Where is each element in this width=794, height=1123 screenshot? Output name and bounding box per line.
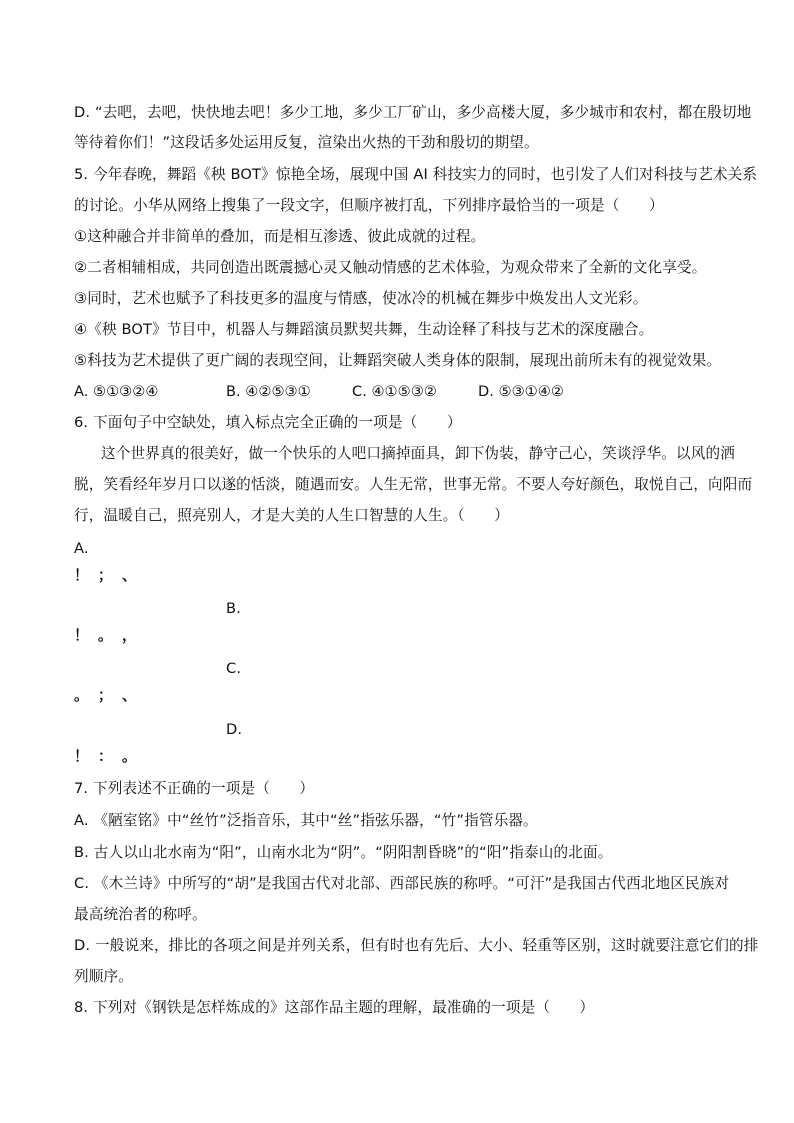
mark: ： bbox=[98, 748, 113, 765]
q6-passage-line-2: 脱，笑看经年岁月口以遂的恬淡，随遇而安。人生无常，世事无常。不要人夸好颜色，取悦自己，向阳而 bbox=[74, 476, 753, 493]
mark: ， bbox=[122, 627, 137, 644]
q7-option-d-line-2: 列顺序。 bbox=[74, 968, 133, 985]
q5-option-b: B. ④②⑤③① bbox=[226, 383, 311, 400]
q5-sentence-5: ⑤科技为艺术提供了更广阔的表现空间，让舞蹈突破人类身体的限制，展现出前所未有的视觉效果。 bbox=[74, 352, 722, 369]
q5-option-c: C. ④①⑤③② bbox=[352, 383, 437, 400]
mark: 、 bbox=[122, 567, 137, 584]
q6-option-a-marks bbox=[74, 565, 146, 587]
q8-stem: 8. 下列对《钢铁是怎样炼成的》这部作品主题的理解，最准确的一项是（ ） bbox=[74, 999, 595, 1016]
q5-sentence-1: ①这种融合并非简单的叠加，而是相互渗透、彼此成就的过程。 bbox=[74, 228, 486, 245]
mark: ！ bbox=[74, 748, 89, 765]
q7-stem: 7. 下列表述不正确的一项是（ ） bbox=[74, 780, 315, 797]
mark: 、 bbox=[122, 687, 137, 704]
q6-passage-line-1: 这个世界真的很美好，做一个快乐的人吧口摘掉面具，卸下伪装，静守己心，笑谈浮华。以风的洒 bbox=[101, 445, 735, 462]
q5-sentence-3: ③同时，艺术也赋予了科技更多的温度与情感，使冰冷的机械在舞步中焕发出人文光彩。 bbox=[74, 290, 648, 307]
q5-sentence-4: ④《秧 BOT》节目中，机器人与舞蹈演员默契共舞，生动诠释了科技与艺术的深度融合。 bbox=[74, 321, 654, 338]
q6-option-b-marks bbox=[74, 625, 146, 647]
q4-option-d-line-2: 等待着你们！”这段话多处运用反复，渲染出火热的干劲和殷切的期望。 bbox=[74, 134, 539, 151]
q7-option-b: B. 古人以山北水南为“阳”，山南水北为“阴”。“阴阳割昏晓”的“阳”指泰山的北面。 bbox=[74, 844, 613, 861]
mark: ； bbox=[98, 567, 113, 584]
q5-option-a: A. ⑤①③②④ bbox=[74, 383, 159, 400]
mark: ； bbox=[98, 687, 113, 704]
mark: 。 bbox=[122, 748, 137, 765]
q6-option-d-label: D. bbox=[226, 721, 243, 738]
q6-option-a-label: A. bbox=[74, 540, 89, 557]
mark: 。 bbox=[74, 687, 89, 704]
q6-option-b-label: B. bbox=[226, 600, 241, 617]
q6-option-d-marks bbox=[74, 746, 146, 768]
q5-sentence-2: ②二者相辅相成，共同创造出既震撼心灵又触动情感的艺术体验，为观众带来了全新的文化享受。 bbox=[74, 259, 707, 276]
q5-stem-line-1: 5. 今年春晚，舞蹈《秧 BOT》惊艳全场，展现中国 AI 科技实力的同时，也引发了人们对科技与艺术关系 bbox=[74, 166, 758, 183]
q4-option-d-line-1: D. “去吧，去吧，快快地去吧！多少工地，多少工厂矿山，多少高楼大厦，多少城市和农村，都在殷切地 bbox=[74, 104, 752, 121]
mark: ！ bbox=[74, 627, 89, 644]
q6-option-c-label: C. bbox=[226, 660, 242, 677]
q7-option-a: A. 《陋室铭》中“丝竹”泛指音乐，其中“丝”指弦乐器，“竹”指管乐器。 bbox=[74, 812, 538, 829]
q7-option-c-line-1: C. 《木兰诗》中所写的“胡”是我国古代对北部、西部民族的称呼。“可汗”是我国古代西北地区民族对 bbox=[74, 875, 730, 892]
q6-stem: 6. 下面句子中空缺处，填入标点完全正确的一项是（ ） bbox=[74, 414, 462, 431]
mark: ！ bbox=[74, 567, 89, 584]
mark: 。 bbox=[98, 627, 113, 644]
q6-passage-line-3: 行，温暖自己，照亮别人，才是大美的人生口智慧的人生。（ ） bbox=[74, 507, 510, 524]
q7-option-c-line-2: 最高统治者的称呼。 bbox=[74, 906, 207, 923]
q7-option-d-line-1: D. 一般说来，排比的各项之间是并列关系，但有时也有先后、大小、轻重等区别，这时就要注意它们的排 bbox=[74, 937, 759, 954]
q6-option-c-marks bbox=[74, 685, 146, 707]
q5-option-d: D. ⑤③①④② bbox=[478, 383, 564, 400]
q5-stem-line-2: 的讨论。小华从网络上搜集了一段文字，但顺序被打乱，下列排序最恰当的一项是（ ） bbox=[74, 197, 664, 214]
